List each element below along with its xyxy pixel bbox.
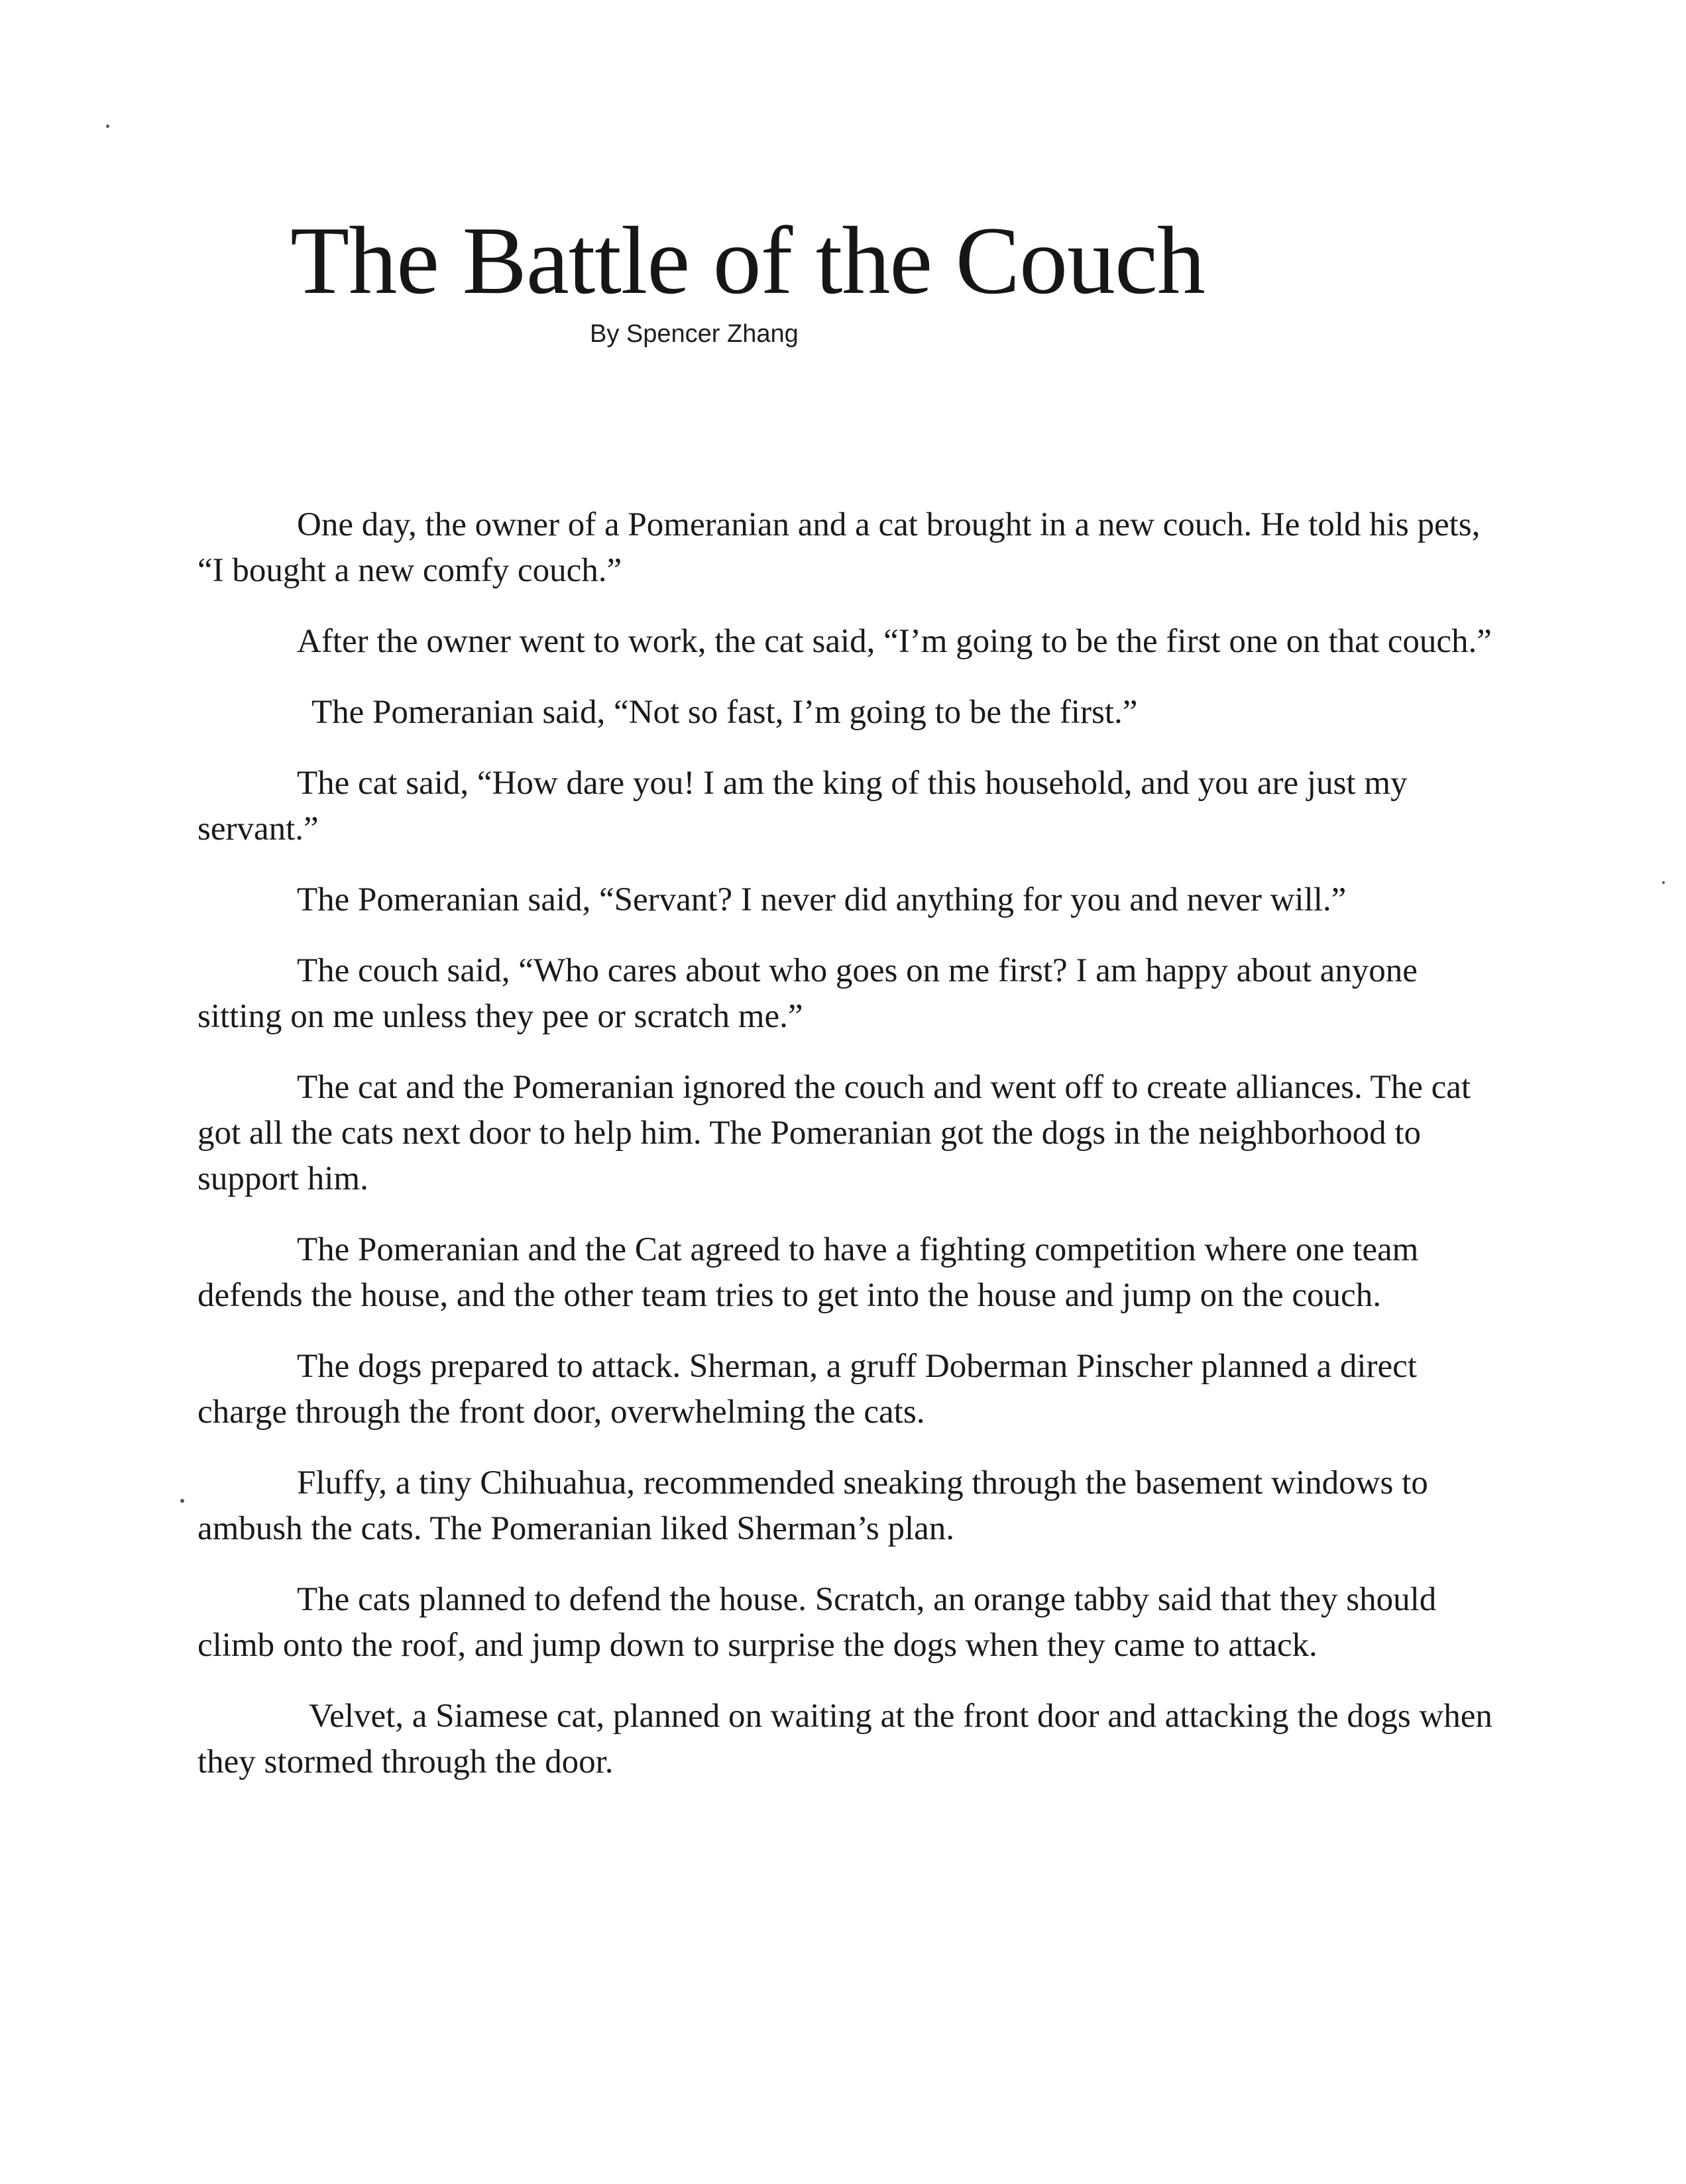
story-paragraph: The dogs prepared to attack. Sherman, a gruff Doberman Pinscher planned a direct charge through the front door, overwhelming the cats. (197, 1348, 1417, 1431)
story-paragraph: After the owner went to work, the cat said, “I’m going to be the first one on that couch.” (297, 623, 1492, 660)
story-paragraph: Fluffy, a tiny Chihuahua, recommended sneaking through the basement windows to ambush the cats. The Pomeranian liked Sherman’s plan. (197, 1464, 1428, 1547)
story-title: The Battle of the Couch (290, 207, 1205, 314)
story-paragraph: The couch said, “Who cares about who goes on me first? I am happy about anyone sitting on me unless they pee or scratch me.” (197, 952, 1418, 1035)
story-paragraph: The cats planned to defend the house. Scratch, an orange tabby said that they should climb onto the roof, and jump down to surprise the dogs when they came to attack. (197, 1581, 1437, 1664)
author-byline: By Spencer Zhang (590, 320, 799, 348)
scan-speck (1662, 881, 1665, 884)
story-paragraph: One day, the owner of a Pomeranian and a cat brought in a new couch. He told his pets, “I bought a new comfy couch.” (197, 506, 1481, 589)
scan-speck (180, 1499, 184, 1503)
story-paragraph: The Pomeranian said, “Servant? I never did anything for you and never will.” (297, 881, 1347, 918)
scan-speck (106, 125, 109, 128)
story-paragraph: The cat and the Pomeranian ignored the couch and went off to create alliances. The cat got all the cats next door to help him. The Pomeranian got the dogs in the neighborhood to support him. (197, 1069, 1471, 1197)
story-paragraph: The cat said, “How dare you! I am the king of this household, and you are just my servant.” (197, 765, 1408, 847)
story-paragraph: Velvet, a Siamese cat, planned on waiting at the front door and attacking the dogs when they stormed through the door. (197, 1698, 1492, 1780)
story-body (197, 502, 1496, 1785)
story-paragraph: The Pomeranian said, “Not so fast, I’m going to be the first.” (311, 694, 1138, 731)
story-paragraph: The Pomeranian and the Cat agreed to have a fighting competition where one team defends the house, and the other team tries to get into the house and jump on the couch. (197, 1231, 1419, 1314)
